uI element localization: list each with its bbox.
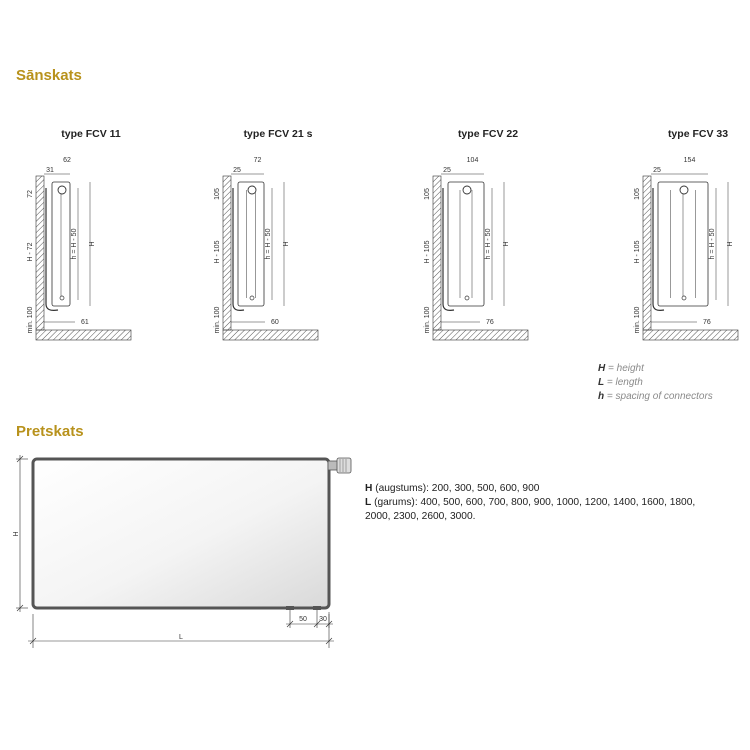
floor-gap-label: min. 100 [27, 306, 34, 334]
panel-type-label: type FCV 21 s [243, 128, 313, 140]
middle-dim-label: H - 105 [634, 240, 641, 264]
top-offset-label: 31 [46, 167, 54, 174]
panel-type-label: type FCV 33 [667, 128, 729, 140]
legend-item-height: H = height [598, 363, 644, 374]
front-view-title: Pretskats [16, 423, 84, 440]
panel-type-label: type FCV 22 [457, 128, 519, 140]
middle-dim-label: H - 105 [214, 240, 221, 264]
connector-left [286, 606, 294, 610]
valve-icon [328, 458, 351, 473]
top-offset-label: 25 [653, 167, 661, 174]
upper-dim-label: 105 [634, 188, 641, 200]
floor-gap-label: min. 100 [634, 306, 641, 334]
bottom-offset-label: 76 [486, 319, 494, 326]
upper-dim-label: 72 [27, 190, 34, 198]
depth-label: 104 [466, 157, 479, 164]
depth-label: 154 [683, 157, 696, 164]
height-label: H [727, 241, 734, 247]
side-view-title: Sānskats [16, 67, 82, 84]
depth-label: 62 [63, 157, 71, 164]
height-label: H [503, 241, 510, 247]
bottom-offset-label: 61 [81, 319, 89, 326]
floor-gap-label: min. 100 [214, 306, 221, 334]
middle-dim-label: H - 105 [424, 240, 431, 264]
connector-spacing-label: h = H - 50 [709, 228, 716, 260]
height-label: H [13, 531, 20, 537]
length-options: L (garums): 400, 500, 600, 700, 800, 900, 1000, 1200, 1400, 1600, 1800, 2000, 2300, 2600, 3000. [365, 497, 696, 522]
size-specifications [365, 482, 720, 524]
panel-type-label: type FCV 11 [61, 128, 121, 140]
radiator-front [33, 459, 329, 608]
connector-right [313, 606, 321, 610]
dim-50-label: 50 [299, 616, 307, 623]
dim-30-label: 30 [319, 616, 327, 623]
connector-spacing-label: h = H - 50 [71, 228, 78, 260]
middle-dim-label: H - 72 [27, 242, 34, 262]
legend-item-length: L = length [598, 377, 643, 388]
connector-spacing-label: h = H - 50 [265, 228, 272, 260]
height-options: H (augstums): 200, 300, 500, 600, 900 [365, 483, 540, 494]
legend-item-spacing: h = spacing of connectors [598, 391, 713, 402]
bottom-offset-label: 60 [271, 319, 279, 326]
length-label: L [179, 634, 183, 641]
height-label: H [283, 241, 290, 247]
connector-spacing-label: h = H - 50 [485, 228, 492, 260]
depth-label: 72 [253, 157, 262, 164]
upper-dim-label: 105 [424, 188, 431, 200]
top-offset-label: 25 [233, 167, 241, 174]
top-offset-label: 25 [443, 167, 451, 174]
bottom-offset-label: 76 [703, 319, 711, 326]
floor-gap-label: min. 100 [424, 306, 431, 334]
upper-dim-label: 105 [214, 188, 221, 200]
height-label: H [89, 241, 96, 247]
